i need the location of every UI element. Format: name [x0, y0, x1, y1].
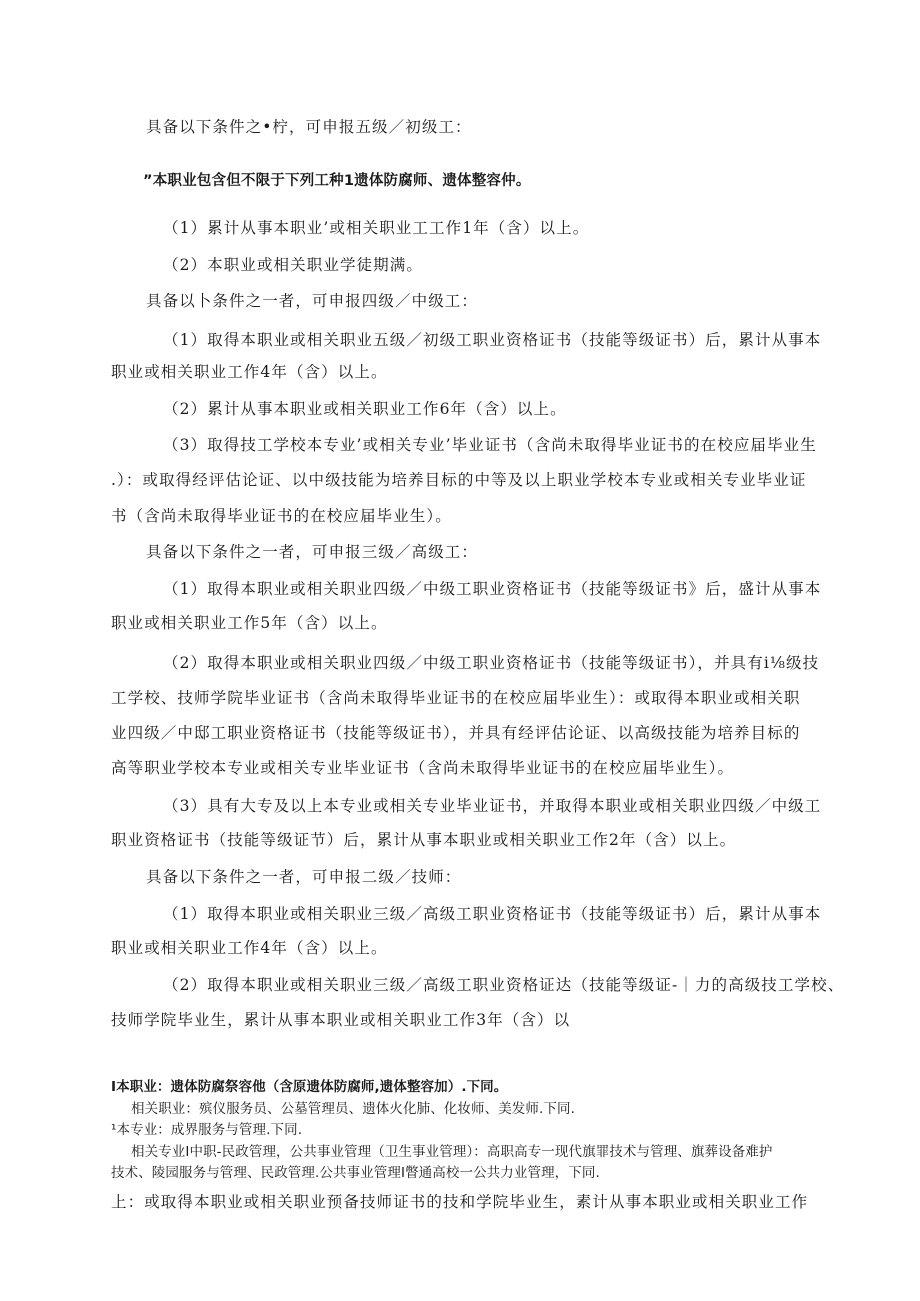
- footnote-line: 技术、陵园服务与管理、民政管理.公共事业管理I瞥通高校一公共力业管理，下同.: [111, 1165, 600, 1181]
- text-line: （1）取得本职业或相关职业五级／初级工职业资格证书（技能等级证书）后，累计从事本: [163, 331, 822, 349]
- text-line: （3）具有大专及以上本专业或相关专业毕业证书，并取得本职业或相关职业四级／中级工: [163, 797, 822, 815]
- text-line: 具备以下条件之一者，可申报三级／高级工：: [146, 543, 479, 561]
- text-line: .）：或取得经评估论证、以中级技能为培养目标的中等及以上职业学校本专业或相关专业毕业证: [111, 471, 807, 489]
- text-line: ”本职业包含但不限于下列工种1遗体防腐师、遗体整容仲。: [143, 173, 531, 189]
- text-line: 技师学院毕业生，累计从事本职业或相关职业工作3年（含）以: [111, 1011, 571, 1029]
- text-line: （2）累计从事本职业或相关职业工作6年（含）以上。: [163, 400, 567, 418]
- footnote-line: I本职业：遗体防腐祭容他（含原遗体防腐师,遗体整容加）.下同。: [111, 1079, 508, 1095]
- text-line: （2）取得本职业或相关职业四级／中级工职业资格证书（技能等级证书），并具有i⅛级技: [163, 654, 820, 672]
- text-line: 书（含尚未取得毕业证书的在校应届毕业生）。: [111, 507, 452, 525]
- text-line: 职业或相关职业工作5年（含）以上。: [111, 614, 388, 632]
- footnote-line: 相关专业I中职-民政管理，公共事业管理（卫生事业管理）：高职高专一现代旗罪技术与管理、旗葬设备难护: [131, 1144, 773, 1160]
- text-line: 工学校、技师学院毕业证书（含尚未取得毕业证书的在校应届毕业生）：或取得本职业或相关职: [111, 689, 801, 707]
- text-line: （1）累计从事本职业’或相关职业工工作1年（含）以上。: [163, 219, 590, 237]
- footnote-line: 相关职业：殡仪服务员、公墓管理员、遗体火化肺、化妆师、美发师.下同.: [131, 1101, 575, 1117]
- text-line: （1）取得本职业或相关职业四级／中级工职业资格证书（技能等级证书》后，盛计从事本: [163, 580, 822, 598]
- text-line: 职业或相关职业工作4年（含）以上。: [111, 363, 388, 381]
- text-line: 职业资格证书（技能等级证节）后，累计从事本职业或相关职业工作2年（含）以上。: [111, 831, 737, 849]
- text-line: 高等职业学校本专业或相关专业毕业证书（含尚未取得毕业证书的在校应届毕业生）。: [111, 759, 735, 777]
- text-line: 具备以下条件之一者，可申报二级／技师：: [146, 868, 462, 886]
- text-line: （3）取得技工学校本专业’或相关专业’毕业证书（含尚未取得毕业证书的在校应届毕业生: [163, 436, 817, 454]
- footnote-line: ¹本专业：成界服务与管理.下同.: [111, 1122, 303, 1138]
- text-line: 业四级／中邸工职业资格证书（技能等级证书），并具有经评估论证、以高级技能为培养目标的: [111, 724, 801, 742]
- text-line: （2）本职业或相关职业学徒期满。: [163, 256, 423, 274]
- text-line: 上：或取得本职业或相关职业预备技师证书的技和学院毕业生，素计从事本职业或相关职业工作: [111, 1193, 809, 1211]
- text-line: 具备以下条件之•柠，可申报五级／初级工：: [146, 118, 472, 136]
- text-line: （1）取得本职业或相关职业三级／高级工职业资格证书（技能等级证书）后，累计从事本: [163, 905, 822, 923]
- text-line: 职业或相关职业工作4年（含）以上。: [111, 939, 388, 957]
- text-line: 具备以卜条件之一者，可申报四级／中级工：: [146, 292, 479, 310]
- text-line: （2）取得本职业或相关职业三级／高级工职业资格证达（技能等级证-｜力的高级技工学校、: [163, 976, 845, 994]
